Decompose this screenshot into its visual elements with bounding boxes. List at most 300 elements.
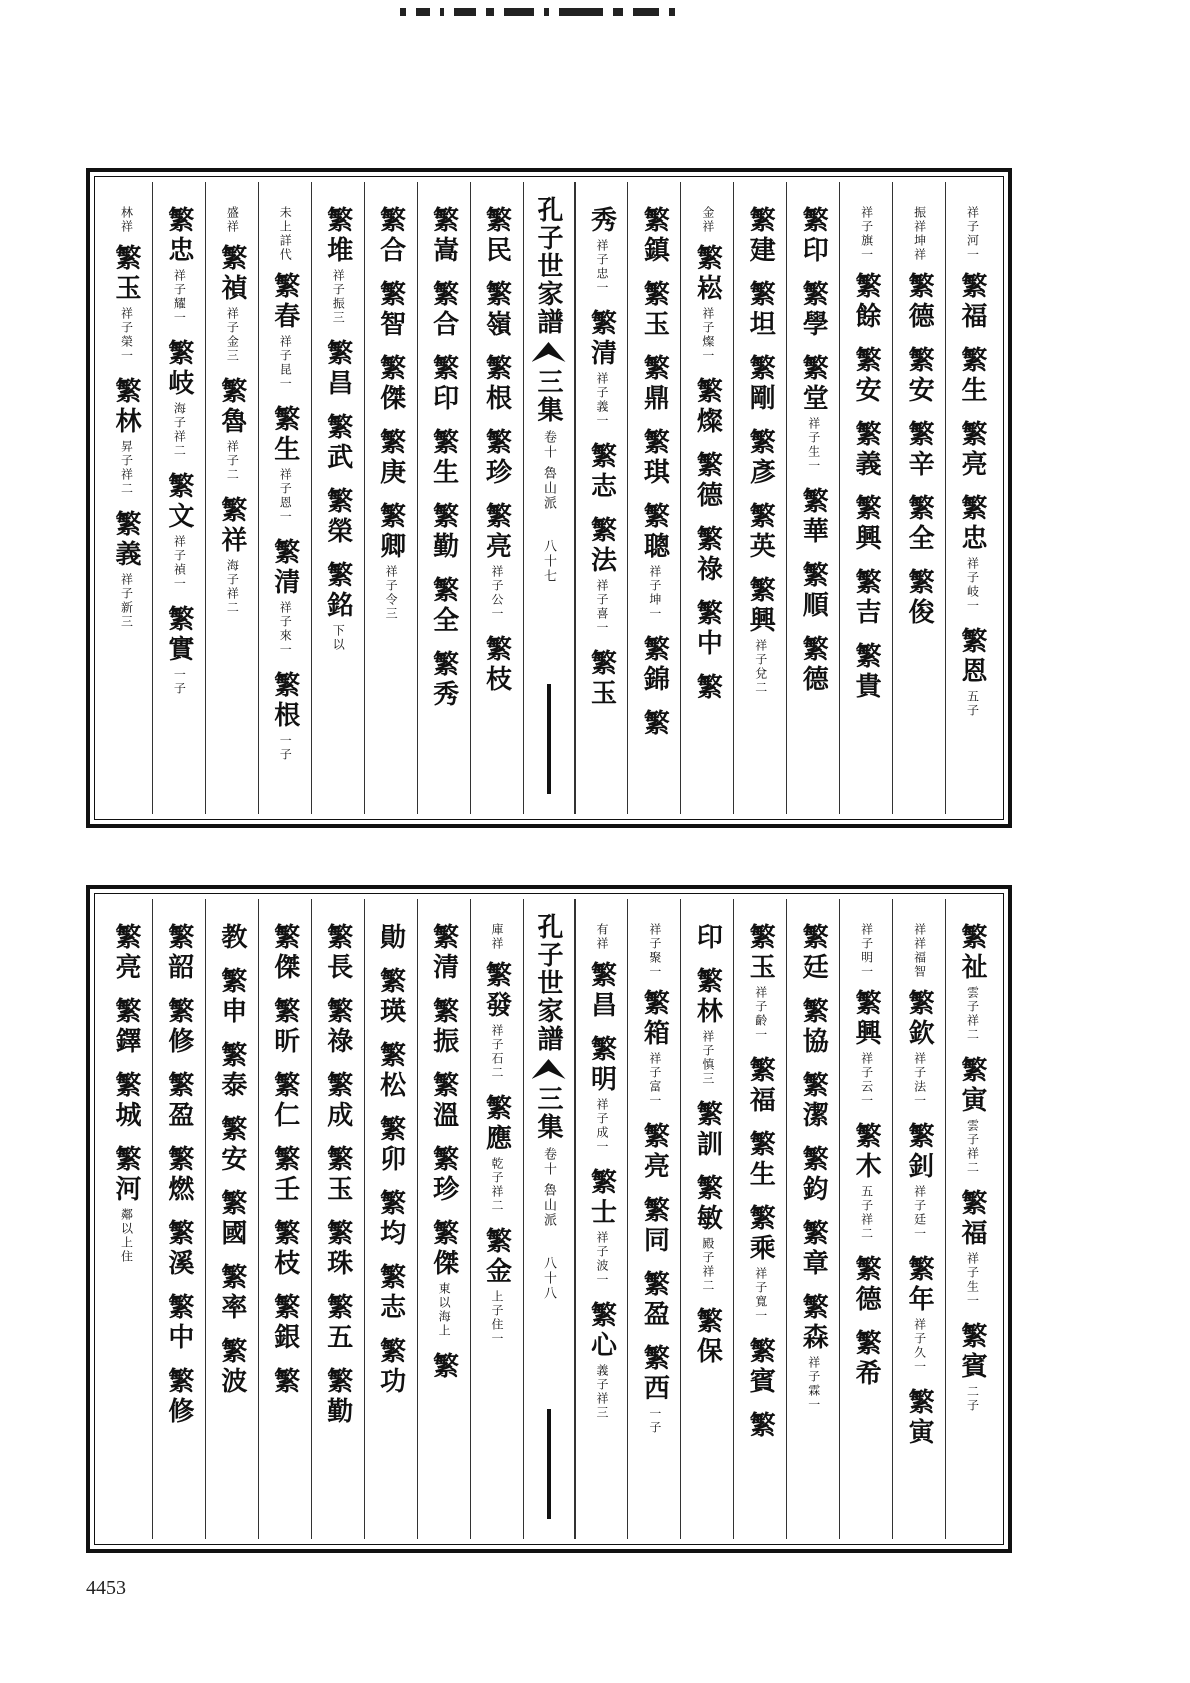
person-name: 繁志 [586,442,617,502]
person-entry [269,272,300,391]
person-name: 繁林 [110,377,141,437]
person-note: 祥子齡一 [753,986,768,1042]
person-note: 祥子來一 [278,601,293,657]
person-entry [639,709,670,739]
person-entry [163,1145,194,1205]
person-entry [639,1344,670,1435]
person-entry [904,1388,935,1448]
person-name: 繁珍 [481,428,512,488]
column-header-note: 有祥 [594,923,609,951]
person-name: 繁根 [269,671,300,731]
person-entry [322,561,353,652]
person-name: 繁欽 [904,989,935,1049]
person-note: 一子 [647,1407,662,1435]
person-name: 繁嵩 [428,206,459,266]
person-entry [322,1367,353,1427]
person-entry [904,568,935,628]
person-entry [269,1367,300,1397]
person-note: 上子住一 [490,1290,505,1346]
person-name: 繁心 [586,1301,617,1361]
person-note: 一子 [172,668,187,696]
center-gutter [523,899,575,1539]
person-name: 繁福 [745,1056,776,1116]
person-name: 繁珍 [428,1145,459,1205]
person-note: 祥子法一 [912,1052,927,1108]
person-name: 繁木 [851,1122,882,1182]
person-entry [216,1189,247,1249]
person-name: 繁修 [163,997,194,1057]
person-entry [798,923,829,983]
person-name: 繁波 [216,1337,247,1397]
person-entry [639,1196,670,1256]
person-note: 祥子公一 [490,565,505,621]
person-entry [481,961,512,1080]
genealogy-column [205,182,258,814]
person-name: 繁榮 [322,487,353,547]
person-name: 繁 [269,1367,300,1397]
person-name: 繁卿 [375,502,406,562]
genealogy-column [417,899,470,1539]
person-name: 繁亮 [957,420,988,480]
person-entry [851,420,882,480]
person-name: 繁金 [481,1227,512,1287]
person-name: 繁協 [798,997,829,1057]
person-entry [216,967,247,1027]
person-entry [428,997,459,1057]
person-note: 祥子振三 [331,269,346,325]
person-note: 祥子云一 [859,1052,874,1108]
person-entry [110,997,141,1057]
center-gutter [523,182,575,814]
person-name: 繁燦 [692,377,723,437]
person-entry [692,1100,723,1160]
person-entry [798,1071,829,1131]
person-entry [375,1041,406,1101]
person-entry [375,1189,406,1249]
person-name: 繁申 [216,967,247,1027]
person-name: 繁鼎 [639,354,670,414]
branch-label: 魯山派 [541,466,556,511]
person-entry [322,923,353,983]
column-header-note: 祥子明一 [859,923,874,979]
person-name: 繁興 [745,576,776,636]
genealogy-column [575,899,628,1539]
person-entry [322,413,353,473]
person-note: 昇子祥二 [119,440,134,496]
person-name: 繁均 [375,1189,406,1249]
person-name: 繁同 [639,1196,670,1256]
person-entry [692,525,723,585]
lower-leaf [86,885,1012,1553]
person-entry [216,1337,247,1397]
person-note: 祥子禎一 [172,535,187,591]
genealogy-column [311,899,364,1539]
person-note: 祥子廷一 [912,1185,927,1241]
person-name: 繁清 [586,309,617,369]
person-name: 繁祿 [692,525,723,585]
person-name: 繁民 [481,206,512,266]
person-name: 繁嶺 [481,280,512,340]
person-entry [375,428,406,488]
column-header-note: 金祥 [700,206,715,234]
genealogy-column [152,899,205,1539]
person-entry [798,635,829,695]
person-name: 繁士 [586,1168,617,1228]
person-entry [163,472,194,591]
person-name: 繁祥 [216,496,247,556]
person-entry [428,206,459,266]
person-entry [745,428,776,488]
person-entry [692,451,723,511]
person-entry [798,1293,829,1412]
book-title: 孔子世家譜 [533,196,563,336]
person-entry [322,206,353,325]
volume-label: 卷十 [541,430,556,460]
person-name: 繁堂 [798,354,829,414]
person-name: 繁亮 [110,923,141,983]
person-name: 繁順 [798,561,829,621]
person-name: 繁貴 [851,642,882,702]
person-name: 繁年 [904,1255,935,1315]
person-name: 繁合 [428,280,459,340]
person-entry [692,1307,723,1367]
person-name: 繁忠 [957,494,988,554]
person-name: 繁箱 [639,989,670,1049]
person-name: 繁泰 [216,1041,247,1101]
person-name: 繁坦 [745,280,776,340]
person-name: 教 [216,923,247,953]
person-name: 繁生 [269,405,300,465]
column-header-note: 林祥 [119,206,134,234]
person-name: 繁長 [322,923,353,983]
person-entry [216,923,247,953]
person-name: 繁學 [798,280,829,340]
person-name: 繁亮 [639,1122,670,1182]
person-entry [481,280,512,340]
person-entry [957,420,988,480]
person-name: 繁堆 [322,206,353,266]
column-header-note: 未上詳代 [278,206,293,262]
person-name: 繁清 [269,538,300,598]
person-entry [586,1168,617,1287]
person-name: 繁勤 [428,502,459,562]
person-name: 繁昌 [322,339,353,399]
person-name: 繁秀 [428,650,459,710]
genealogy-column [892,182,945,814]
person-entry [957,1056,988,1175]
person-entry [745,1337,776,1397]
collection-label: 三集 [533,368,563,424]
person-entry [745,1130,776,1190]
person-entry [269,1293,300,1353]
person-note: 一子 [278,734,293,762]
person-name: 繁國 [216,1189,247,1249]
person-entry [904,1122,935,1241]
person-note: 海子祥二 [172,402,187,458]
person-name: 繁乘 [745,1204,776,1264]
person-entry [639,502,670,621]
person-entry [216,1263,247,1323]
person-entry [745,1056,776,1116]
person-entry [851,568,882,628]
person-name: 繁德 [904,272,935,332]
person-name: 繁文 [163,472,194,532]
person-name: 繁盈 [639,1270,670,1330]
genealogy-column [470,899,523,1539]
person-entry [639,280,670,340]
person-name: 勛 [375,923,406,953]
person-name: 繁興 [851,494,882,554]
person-note: 祥子恩一 [278,468,293,524]
person-entry [375,1337,406,1397]
person-name: 繁壬 [269,1145,300,1205]
person-entry [639,1270,670,1330]
person-entry [269,997,300,1057]
gutter-rule [547,684,551,794]
person-name: 繁西 [639,1344,670,1404]
person-entry [745,206,776,266]
person-entry [163,339,194,458]
person-name: 繁剛 [745,354,776,414]
person-name: 繁玉 [322,1145,353,1205]
person-entry [745,502,776,562]
person-name: 繁釗 [904,1122,935,1182]
person-entry [163,923,194,983]
person-name: 繁安 [904,346,935,406]
person-name: 繁合 [375,206,406,266]
person-entry [904,420,935,480]
person-entry [428,576,459,636]
person-note: 祥子石二 [490,1024,505,1080]
person-name: 繁興 [851,989,882,1049]
person-entry [375,923,406,953]
person-entry [269,1071,300,1131]
genealogy-column [786,899,839,1539]
person-name: 繁生 [745,1130,776,1190]
person-name: 繁福 [957,272,988,332]
person-name: 繁傑 [269,923,300,983]
person-note: 祥子義一 [594,372,609,428]
person-name: 繁法 [586,516,617,576]
person-entry [586,516,617,635]
person-name: 繁亮 [481,502,512,562]
gutter-rule [547,1409,551,1519]
person-name: 繁傑 [428,1219,459,1279]
person-name: 繁瑛 [375,967,406,1027]
person-entry [745,354,776,414]
person-name: 繁希 [851,1329,882,1389]
person-name: 繁寅 [904,1388,935,1448]
person-name: 繁盈 [163,1071,194,1131]
person-name: 繁振 [428,997,459,1057]
genealogy-column [945,182,998,814]
person-note: 祥子榮一 [119,307,134,363]
person-entry [957,1189,988,1308]
person-entry [692,599,723,659]
person-entry [428,1219,459,1338]
person-note: 祥子燦一 [700,307,715,363]
person-entry [428,280,459,340]
genealogy-column [627,182,680,814]
person-note: 祥子慎三 [700,1030,715,1086]
person-entry [904,494,935,554]
genealogy-column [258,899,311,1539]
person-name: 繁安 [216,1115,247,1175]
collection-label: 三集 [533,1085,563,1141]
person-entry [269,405,300,524]
person-entry [163,1219,194,1279]
person-name: 繁 [428,1352,459,1382]
person-note: 祥子金三 [225,307,240,363]
person-entry [798,1145,829,1205]
column-header-note: 盛祥 [225,206,240,234]
person-name: 繁祉 [957,923,988,983]
person-name: 繁實 [163,605,194,665]
person-name: 繁溫 [428,1071,459,1131]
volume-label: 卷十 [541,1147,556,1177]
person-name: 印 [692,923,723,953]
person-name: 繁鎮 [639,206,670,266]
column-header-note: 祥祥福智 [912,923,927,979]
person-entry [269,1145,300,1205]
person-entry [375,967,406,1027]
person-entry [851,272,882,332]
fishtail-mark [532,342,566,362]
person-name: 繁溪 [163,1219,194,1279]
person-entry [692,967,723,1086]
person-entry [798,997,829,1057]
person-entry [481,1227,512,1346]
person-entry [481,635,512,695]
person-entry [957,627,988,718]
person-entry [639,1122,670,1182]
person-note: 祥子忠一 [594,239,609,295]
person-name: 繁五 [322,1293,353,1353]
person-name: 繁寅 [957,1056,988,1116]
person-name: 繁志 [375,1263,406,1323]
person-entry [375,1115,406,1175]
person-entry [269,1219,300,1279]
person-note: 海子祥二 [225,559,240,615]
person-note: 祥子成一 [594,1098,609,1154]
person-name: 繁明 [586,1035,617,1095]
person-name: 繁印 [798,206,829,266]
person-name: 繁彥 [745,428,776,488]
person-note: 二子 [965,1385,980,1413]
genealogy-column [205,899,258,1539]
person-entry [745,1204,776,1323]
person-entry [216,496,247,615]
person-name: 繁餘 [851,272,882,332]
person-name: 繁敏 [692,1174,723,1234]
person-entry [322,487,353,547]
column-header-note: 祥子河一 [965,206,980,262]
person-name: 繁生 [428,428,459,488]
person-entry [481,428,512,488]
person-note: 祥子二 [225,440,240,482]
person-name: 繁印 [428,354,459,414]
person-name: 繁昕 [269,997,300,1057]
person-name: 繁庚 [375,428,406,488]
genealogy-column [311,182,364,814]
person-entry [269,538,300,657]
person-note: 祥子生一 [806,417,821,473]
genealogy-column [152,182,205,814]
person-entry [904,1255,935,1374]
column-header-note: 祥子旗一 [859,206,874,262]
person-entry [322,339,353,399]
person-name: 繁辛 [904,420,935,480]
person-note: 祥子富一 [647,1052,662,1108]
person-entry [375,1263,406,1323]
person-entry [322,1145,353,1205]
person-note: 祥子昆一 [278,335,293,391]
person-name: 繁 [745,1411,776,1441]
person-name: 繁禎 [216,244,247,304]
person-note: 雲子祥二 [965,1119,980,1175]
person-note: 祥子岐一 [965,557,980,613]
person-entry [798,206,829,266]
person-name: 繁松 [375,1041,406,1101]
person-entry [110,244,141,363]
person-name: 繁修 [163,1367,194,1427]
person-name: 繁珠 [322,1219,353,1279]
person-entry [375,280,406,340]
person-name: 繁鈞 [798,1145,829,1205]
person-name: 繁琪 [639,428,670,488]
person-entry [586,206,617,295]
genealogy-column [839,182,892,814]
person-entry [428,650,459,710]
person-note: 義子祥三 [594,1364,609,1420]
person-entry [375,502,406,621]
person-name: 繁岐 [163,339,194,399]
person-note: 祥子兌二 [753,639,768,695]
person-entry [639,206,670,266]
person-name: 繁應 [481,1094,512,1154]
genealogy-column [100,182,152,814]
person-entry [110,510,141,629]
person-name: 繁鐸 [110,997,141,1057]
person-entry [322,1071,353,1131]
person-name: 繁河 [110,1145,141,1205]
lower-columns [100,899,998,1539]
person-name: 繁中 [692,599,723,659]
person-entry [957,923,988,1042]
person-entry [428,1352,459,1382]
person-entry [692,244,723,363]
person-entry [163,1367,194,1427]
person-name: 繁城 [110,1071,141,1131]
person-entry [428,1071,459,1131]
leaf-page-number: 八十八 [541,1256,556,1301]
person-name: 繁崧 [692,244,723,304]
person-note: 祥子寬一 [753,1267,768,1323]
person-name: 繁聰 [639,502,670,562]
person-entry [904,346,935,406]
person-entry [957,494,988,613]
person-entry [586,1035,617,1154]
person-name: 繁福 [957,1189,988,1249]
person-name: 繁武 [322,413,353,473]
person-name: 繁銀 [269,1293,300,1353]
person-entry [957,346,988,406]
person-name: 繁英 [745,502,776,562]
person-entry [639,989,670,1108]
person-entry [851,346,882,406]
person-name: 繁錦 [639,635,670,695]
branch-label: 魯山派 [541,1183,556,1228]
